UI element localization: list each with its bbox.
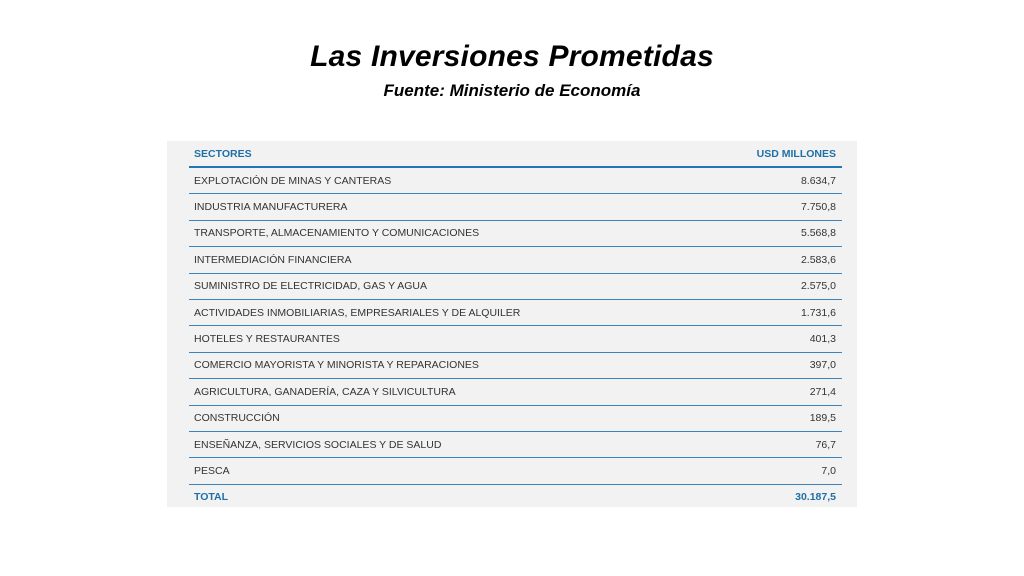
sector-value: 2.583,6 <box>704 247 842 273</box>
total-value: 30.187,5 <box>795 491 836 504</box>
table-row <box>189 247 842 273</box>
page-subtitle: Fuente: Ministerio de Economía <box>383 81 641 100</box>
sector-value: 7.750,8 <box>704 194 842 220</box>
investment-table <box>189 141 842 510</box>
sector-name: INTERMEDIACIÓN FINANCIERA <box>189 247 704 273</box>
table-row <box>189 273 842 299</box>
table-row <box>189 405 842 431</box>
sector-value: 189,5 <box>704 405 842 431</box>
sector-value: 2.575,0 <box>704 273 842 299</box>
sector-value: 401,3 <box>704 326 842 352</box>
sector-name: AGRICULTURA, GANADERÍA, CAZA Y SILVICULTURA <box>189 379 704 405</box>
total-label: TOTAL <box>194 491 229 504</box>
table-row <box>189 431 842 457</box>
sector-value: 8.634,7 <box>704 167 842 194</box>
sector-value: 76,7 <box>704 431 842 457</box>
header-sectores: SECTORES <box>189 141 704 167</box>
table-row <box>189 326 842 352</box>
sector-name: PESCA <box>189 458 704 484</box>
page-title: Las Inversiones Prometidas <box>310 40 714 73</box>
sector-name: ENSEÑANZA, SERVICIOS SOCIALES Y DE SALUD <box>189 431 704 457</box>
sector-name: CONSTRUCCIÓN <box>189 405 704 431</box>
table-header-row <box>189 141 842 167</box>
sector-value: 7,0 <box>704 458 842 484</box>
table-row <box>189 194 842 220</box>
sector-name: EXPLOTACIÓN DE MINAS Y CANTERAS <box>189 167 704 194</box>
sector-name: COMERCIO MAYORISTA Y MINORISTA Y REPARACIONES <box>189 352 704 378</box>
header-usd-millones: USD MILLONES <box>704 141 842 167</box>
table-row <box>189 352 842 378</box>
sector-value: 1.731,6 <box>704 299 842 325</box>
sector-value: 271,4 <box>704 379 842 405</box>
table-row <box>189 458 842 484</box>
table-row <box>189 379 842 405</box>
sector-name: HOTELES Y RESTAURANTES <box>189 326 704 352</box>
table-row <box>189 220 842 246</box>
table-row <box>189 167 842 194</box>
sector-value: 5.568,8 <box>704 220 842 246</box>
sector-name: ACTIVIDADES INMOBILIARIAS, EMPRESARIALES Y DE ALQUILER <box>189 299 704 325</box>
sector-name: TRANSPORTE, ALMACENAMIENTO Y COMUNICACIONES <box>189 220 704 246</box>
table-row <box>189 299 842 325</box>
total-row <box>189 484 842 510</box>
sector-name: SUMINISTRO DE ELECTRICIDAD, GAS Y AGUA <box>189 273 704 299</box>
sector-value: 397,0 <box>704 352 842 378</box>
sector-name: INDUSTRIA MANUFACTURERA <box>189 194 704 220</box>
table-panel <box>167 141 857 507</box>
